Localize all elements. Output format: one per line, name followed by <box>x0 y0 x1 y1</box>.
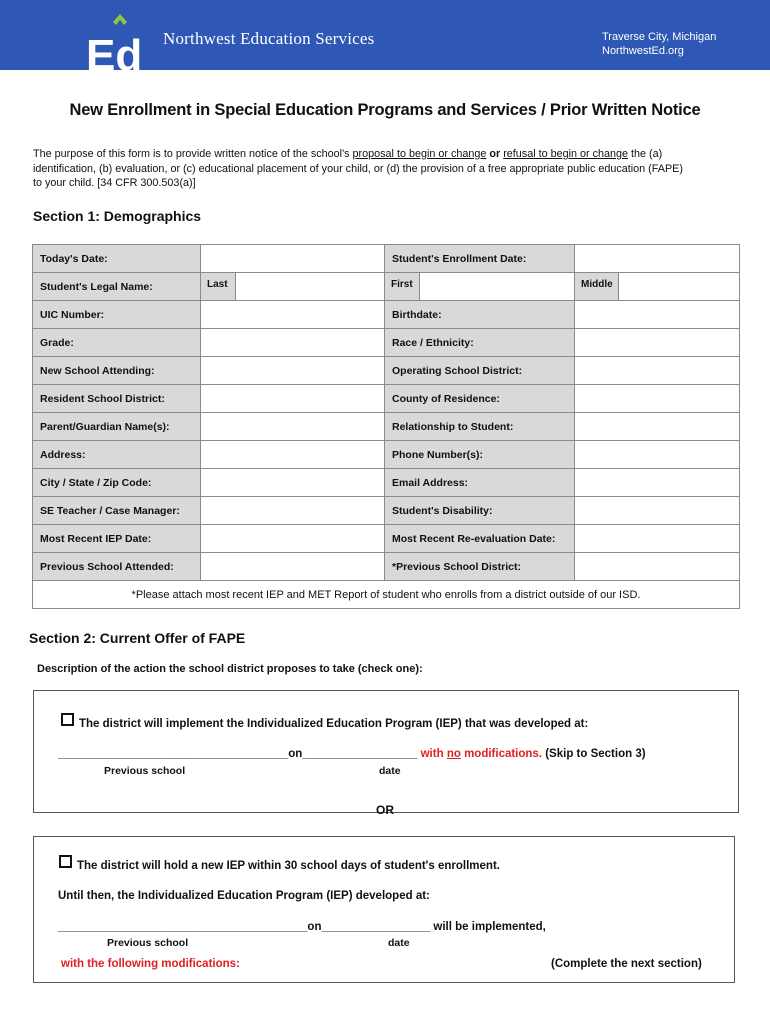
field-label: Most Recent Re-evaluation Date: <box>385 525 575 553</box>
first-label: First <box>385 273 420 300</box>
option2-text: The district will hold a new IEP within 30 school days of student's enrollment. <box>77 860 500 872</box>
city-state-zip-field[interactable] <box>201 469 385 497</box>
option1-line <box>58 748 646 760</box>
table-row <box>33 497 740 525</box>
first-name-cell <box>385 273 575 301</box>
intro-text-2: the (a) identification, (b) evaluation, or (c) educational placement of your child, or (d) the provision of a free appropriate public education (FAPE) to your child. [34 CFR 300.503(a)] <box>33 148 683 189</box>
phone-field[interactable] <box>575 441 740 469</box>
option1-text: The district will implement the Individualized Education Program (IEP) that was developed at: <box>79 718 589 730</box>
todays-date-field[interactable] <box>201 245 385 273</box>
section1-title: Section 1: Demographics <box>33 208 202 224</box>
grade-field[interactable] <box>201 329 385 357</box>
address-field[interactable] <box>201 441 385 469</box>
previous-school-field[interactable] <box>201 553 385 581</box>
table-row <box>33 553 740 581</box>
header-banner <box>0 0 770 70</box>
field-label: SE Teacher / Case Manager: <box>33 497 201 525</box>
intro-text-1: The purpose of this form is to provide written notice of the school's <box>33 148 353 160</box>
field-label: Student's Legal Name: <box>33 273 201 301</box>
table-row <box>33 525 740 553</box>
race-ethnicity-field[interactable] <box>575 329 740 357</box>
field-label: City / State / Zip Code: <box>33 469 201 497</box>
field-label: Previous School Attended: <box>33 553 201 581</box>
field-label: Birthdate: <box>385 301 575 329</box>
or-label: OR <box>376 803 394 817</box>
table-row <box>33 357 740 385</box>
logo-text: Ed <box>86 31 143 70</box>
attachment-note: *Please attach most recent IEP and MET Report of student who enrolls from a district outside of our ISD. <box>33 581 740 609</box>
org-name: Northwest Education Services <box>163 29 375 48</box>
field-label: Student's Disability: <box>385 497 575 525</box>
table-row <box>33 329 740 357</box>
field-label: Grade: <box>33 329 201 357</box>
field-label: Today's Date: <box>33 245 201 273</box>
location-website: NorthwestEd.org <box>602 45 684 57</box>
table-row <box>33 273 740 301</box>
option2-until-text: Until then, the Individualized Education Program (IEP) developed at: <box>58 890 430 902</box>
email-field[interactable] <box>575 469 740 497</box>
intro-underline-2: refusal to begin or change <box>503 148 629 160</box>
option2-modifications-label: with the following modifications: <box>61 958 240 970</box>
field-label: Most Recent IEP Date: <box>33 525 201 553</box>
option2-date-caption: date <box>388 937 410 949</box>
table-row <box>33 441 740 469</box>
section2-title: Section 2: Current Offer of FAPE <box>29 630 246 646</box>
option1-checkbox[interactable] <box>61 713 74 726</box>
intro-paragraph <box>33 147 683 191</box>
last-label: Last <box>201 273 236 300</box>
option2-line[interactable]: _______________________________________on_________________ will be implemented, <box>58 921 546 933</box>
field-label: Parent/Guardian Name(s): <box>33 413 201 441</box>
option1-red-pre: with <box>417 748 447 760</box>
field-label: Resident School District: <box>33 385 201 413</box>
field-label: County of Residence: <box>385 385 575 413</box>
document-title: New Enrollment in Special Education Programs and Services / Prior Written Notice <box>69 101 701 119</box>
intro-underline-1: proposal to begin or change <box>352 148 487 160</box>
last-name-field[interactable] <box>236 273 384 300</box>
last-name-cell <box>201 273 385 301</box>
location-city: Traverse City, Michigan <box>602 31 717 43</box>
intro-or: or <box>486 148 504 160</box>
guardian-name-field[interactable] <box>201 413 385 441</box>
field-label: Relationship to Student: <box>385 413 575 441</box>
field-label: Race / Ethnicity: <box>385 329 575 357</box>
option1-blank[interactable]: ____________________________________on__________________ <box>58 748 418 760</box>
table-row <box>33 385 740 413</box>
option1-red-post: modifications. <box>460 748 543 760</box>
option1-red-no: no <box>446 748 461 760</box>
option2-checkbox[interactable] <box>59 855 72 868</box>
reevaluation-date-field[interactable] <box>575 525 740 553</box>
table-row <box>33 301 740 329</box>
iep-date-field[interactable] <box>201 525 385 553</box>
field-label: Email Address: <box>385 469 575 497</box>
enrollment-date-field[interactable] <box>575 245 740 273</box>
middle-label: Middle <box>575 273 619 300</box>
field-label: Operating School District: <box>385 357 575 385</box>
option1-date-caption: date <box>379 765 401 777</box>
option1-box <box>33 690 739 813</box>
option2-complete-note: (Complete the next section) <box>551 958 702 970</box>
new-school-field[interactable] <box>201 357 385 385</box>
option2-box <box>33 836 735 983</box>
middle-name-cell <box>575 273 740 301</box>
table-row <box>33 581 740 609</box>
location-info <box>602 30 716 58</box>
table-row <box>33 413 740 441</box>
county-field[interactable] <box>575 385 740 413</box>
option1-tail: (Skip to Section 3) <box>542 748 646 760</box>
relationship-field[interactable] <box>575 413 740 441</box>
option2-previous-school-caption: Previous school <box>107 937 189 949</box>
birthdate-field[interactable] <box>575 301 740 329</box>
field-label: Phone Number(s): <box>385 441 575 469</box>
table-row <box>33 469 740 497</box>
resident-district-field[interactable] <box>201 385 385 413</box>
field-label: Student's Enrollment Date: <box>385 245 575 273</box>
ed-logo <box>86 12 156 70</box>
action-description: Description of the action the school district proposes to take (check one): <box>37 663 423 675</box>
field-label: New School Attending: <box>33 357 201 385</box>
demographics-table <box>32 244 740 609</box>
field-label: *Previous School District: <box>385 553 575 581</box>
se-teacher-field[interactable] <box>201 497 385 525</box>
operating-district-field[interactable] <box>575 357 740 385</box>
field-label: Address: <box>33 441 201 469</box>
previous-district-field[interactable] <box>575 553 740 581</box>
disability-field[interactable] <box>575 497 740 525</box>
table-row <box>33 245 740 273</box>
option1-previous-school-caption: Previous school <box>104 765 186 777</box>
middle-name-field[interactable] <box>619 273 739 300</box>
uic-number-field[interactable] <box>201 301 385 329</box>
field-label: UIC Number: <box>33 301 201 329</box>
first-name-field[interactable] <box>420 273 574 300</box>
